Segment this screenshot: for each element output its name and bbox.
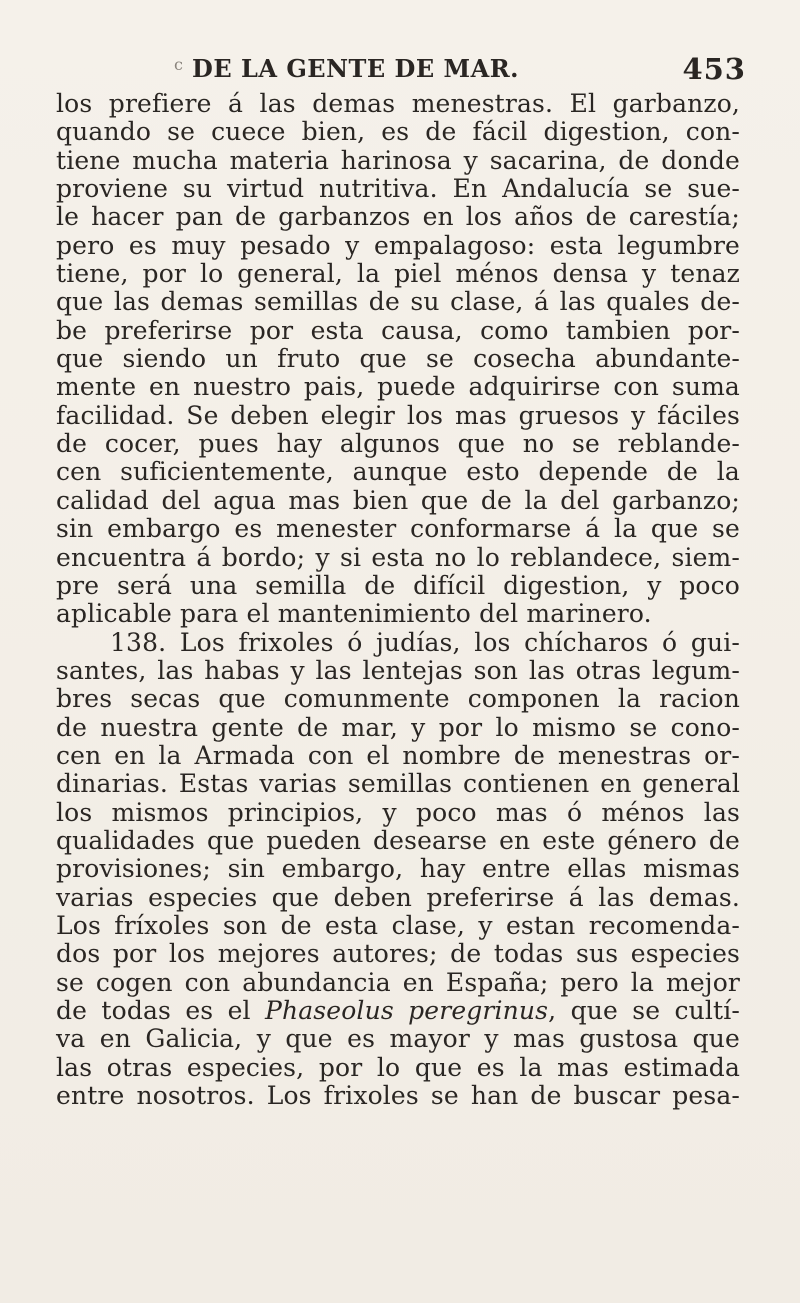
- text-line-25: dinarias. Estas varias semillas contienen en general: [56, 769, 740, 799]
- text-line-32: se cogen con abundancia en España; pero la mejor: [56, 967, 740, 997]
- text-line-2: quando se cuece bien, es de fácil digestion, con-: [56, 117, 740, 147]
- text-line-8: que las demas semillas de su clase, á las quales de-: [56, 287, 740, 317]
- text-line-1: los prefiere á las demas menestras. El garbanzo,: [56, 89, 740, 118]
- scientific-name: Phaseolus peregrinus: [265, 996, 549, 1025]
- text-line-14: cen suficientemente, aunque esto depende de la: [56, 457, 740, 487]
- text-line-9: be preferirse por esta causa, como tambien por-: [56, 315, 740, 345]
- text-line-30: Los fríxoles son de esta clase, y estan recomenda-: [56, 910, 740, 940]
- text-line-22: bres secas que comunmente componen la racion: [56, 684, 740, 714]
- running-head: DE LA GENTE DE MAR.: [192, 54, 519, 83]
- text-line-36: entre nosotros. Los frixoles se han de buscar pesa-: [56, 1081, 740, 1111]
- text-line-10: que siendo un fruto que se cosecha abundante-: [56, 344, 740, 374]
- text-line-35: las otras especies, por lo que es la mas estimada: [56, 1052, 740, 1082]
- text-line-3: tiene mucha materia harinosa y sacarina, de donde: [56, 145, 740, 175]
- text-line-33: [56, 997, 740, 1025]
- text-line-17: encuentra á bordo; y si esta no lo reblandece, siem-: [56, 542, 740, 572]
- text-line-19: aplicable para el mantenimiento del marinero.: [56, 599, 652, 629]
- text-line-16: sin embargo es menester conformarse á la que se: [56, 514, 740, 544]
- text-line-27: qualidades que pueden desearse en este género de: [56, 825, 740, 855]
- text-line-21: santes, las habas y las lentejas son las otras legum-: [56, 655, 740, 685]
- text-line-18: pre será una semilla de difícil digestion, y poco: [56, 570, 740, 600]
- text-line-34: va en Galicia, y que es mayor y mas gustosa que: [56, 1024, 740, 1054]
- text-line-6: pero es muy pesado y empalagoso: esta legumbre: [56, 230, 740, 260]
- text-line-11: mente en nuestro pais, puede adquirirse con suma: [56, 372, 740, 402]
- text-line-31: dos por los mejores autores; de todas sus especies: [56, 939, 740, 969]
- text-line-4: proviene su virtud nutritiva. En Andalucía se sue-: [56, 174, 740, 204]
- text-line-28: provisiones; sin embargo, hay entre ellas mismas: [56, 854, 740, 884]
- main-text: [56, 90, 740, 1110]
- page-number: 453: [682, 52, 746, 86]
- text-line-5: le hacer pan de garbanzos en los años de carestía;: [56, 202, 740, 232]
- text-line-23: de nuestra gente de mar, y por lo mismo se cono-: [56, 712, 740, 742]
- text-line-7: tiene, por lo general, la piel ménos densa y tenaz: [56, 259, 740, 289]
- text-line-24: cen en la Armada con el nombre de menestras or-: [56, 740, 740, 770]
- text-line-20: 138. Los frixoles ó judías, los chícharos ó gui-: [110, 627, 740, 657]
- text-line-12: facilidad. Se deben elegir los mas gruesos y fáciles: [56, 400, 740, 430]
- text-line-15: calidad del agua mas bien que de la del garbanzo;: [56, 485, 740, 515]
- text-line-26: los mismos principios, y poco mas ó ménos las: [56, 797, 740, 827]
- header-mark: c: [174, 55, 183, 74]
- text-line-29: varias especies que deben preferirse á las demas.: [56, 882, 740, 912]
- line-33-start: de todas es el: [56, 996, 266, 1025]
- line-33-end: , que se cultí-: [548, 996, 740, 1025]
- text-line-13: de cocer, pues hay algunos que no se reblande-: [56, 429, 740, 459]
